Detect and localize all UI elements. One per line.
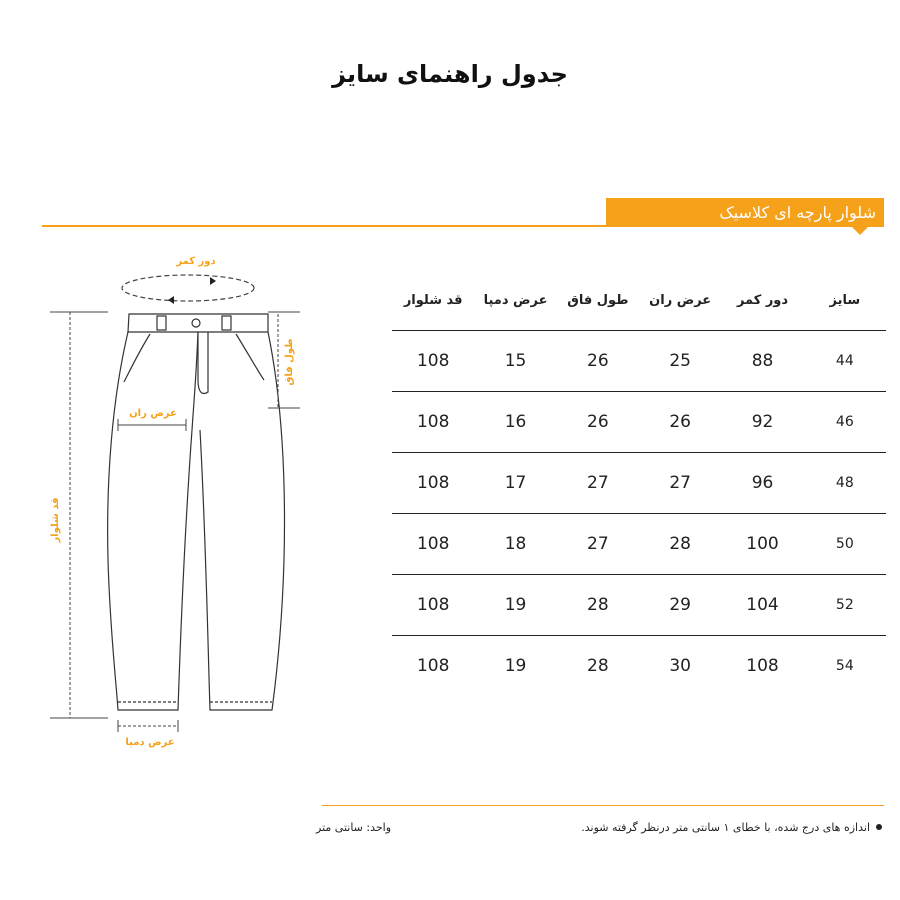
table-cell: 25 [639,331,721,392]
table-row [392,453,886,514]
table-cell: 19 [504,656,527,676]
table-cell: 104 [721,575,803,636]
table-row [392,514,886,575]
tolerance-note: اندازه های درج شده، با خطای ۱ سانتی متر درنظر گرفته شوند. [581,821,870,834]
footer-divider [322,805,884,806]
table-cell: 18 [474,514,556,575]
length-label: قد شلوار [50,497,61,543]
table-cell: 108 [392,453,474,514]
table-cell: 15 [474,331,556,392]
table-cell: 100 [721,514,803,575]
pants-outline [108,314,285,710]
page-title: جدول راهنمای سایز [332,60,568,88]
table-cell: 30 [669,656,691,676]
table-cell: 28 [587,656,609,676]
table-cell: 28 [557,575,639,636]
table-cell: 27 [639,453,721,514]
table-row [392,392,886,453]
table-cell: 52 [804,575,886,636]
section-tag-pointer [852,227,868,235]
table-cell: 108 [416,656,450,676]
header-length: قد شلوار [392,270,474,331]
table-cell: 96 [721,453,803,514]
bullet-icon [876,824,882,830]
table-cell: 92 [721,392,803,453]
table-cell: 108 [392,331,474,392]
header-size: سایز [804,270,886,331]
thigh-label: عرض ران [129,408,177,419]
table-cell: 19 [474,575,556,636]
table-cell: 44 [804,331,886,392]
table-cell: 26 [557,392,639,453]
table-cell: 108 [746,656,779,676]
hem-dimension [118,720,178,732]
table-cell: 27 [557,453,639,514]
size-table [392,270,886,696]
table-cell: 108 [392,575,474,636]
table-row [392,636,886,697]
table-cell: 108 [392,514,474,575]
thigh-dimension [118,419,186,431]
header-rise: طول فاق [557,270,639,331]
waist-arrow-left-icon [168,296,174,304]
pants-diagram [0,0,330,760]
table-cell: 26 [557,331,639,392]
table-cell: 17 [474,453,556,514]
unit-label: واحد: سانتی متر [316,821,392,834]
table-cell: 27 [557,514,639,575]
header-thigh: عرض ران [639,270,721,331]
waist-arrow-right-icon [210,277,216,285]
waist-ellipse [122,275,254,301]
table-row [392,331,886,392]
table-row [392,575,886,636]
header-hem: عرض دمپا [474,270,556,331]
waist-label: دور کمر [176,256,216,267]
table-cell: 54 [835,658,854,674]
table-cell: 46 [804,392,886,453]
table-cell: 16 [474,392,556,453]
table-cell: 50 [804,514,886,575]
rise-label: طول فاق [284,338,295,386]
table-cell: 48 [804,453,886,514]
section-tag: شلوار پارچه ای کلاسیک [606,198,884,227]
table-cell: 26 [639,392,721,453]
header-waist: دور کمر [721,270,803,331]
table-cell: 28 [639,514,721,575]
table-cell: 88 [721,331,803,392]
table-header-row [392,270,886,331]
hem-label: عرض دمپا [125,737,175,748]
table-cell: 29 [639,575,721,636]
table-cell: 108 [392,392,474,453]
